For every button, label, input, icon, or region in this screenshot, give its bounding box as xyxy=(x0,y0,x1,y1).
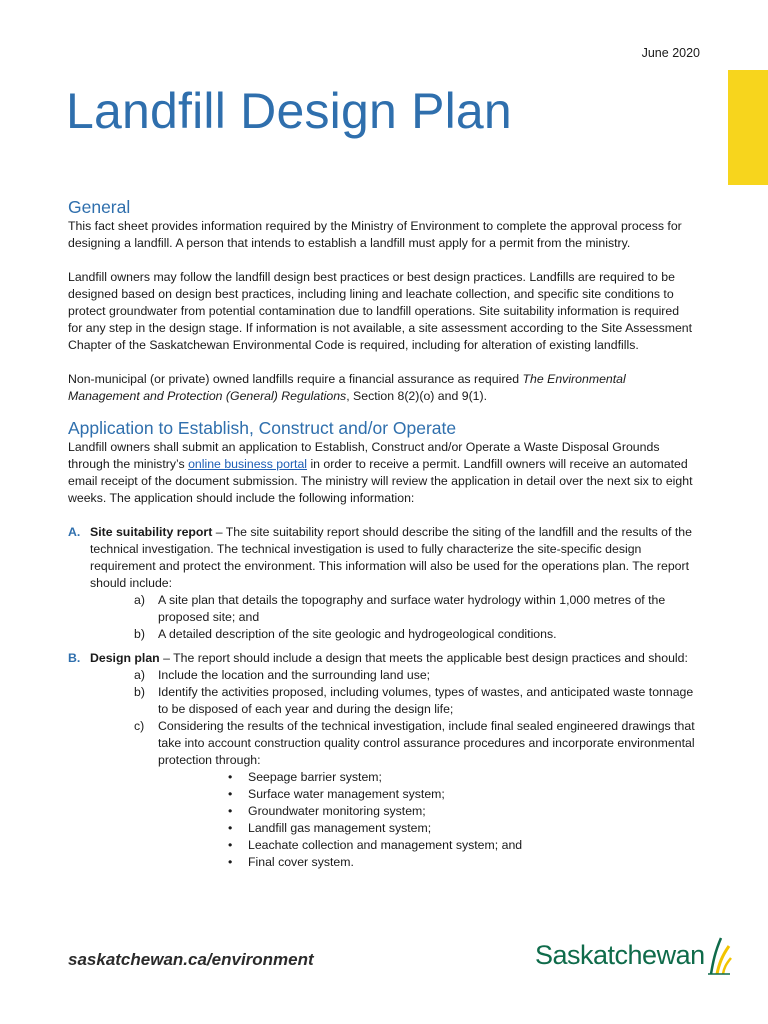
application-p1-start: Landfill owners shall submit an application to Establish, Construct and/or Operate a Waste Disposal Grounds through the ministry’s xyxy=(68,440,660,471)
sub-marker: b) xyxy=(134,627,145,641)
sub-list xyxy=(90,592,696,643)
sub-list-item xyxy=(68,718,696,769)
publication-date: June 2020 xyxy=(641,46,700,60)
regulation-title: The Environmental Management and Protection (General) Regulations xyxy=(68,372,626,403)
sub-item-text: Identify the activities proposed, including volumes, types of wastes, and anticipated waste tonnage to be disposed of each year and during the design life; xyxy=(158,685,694,716)
sub-marker: c) xyxy=(134,719,145,733)
application-paragraph xyxy=(68,439,696,507)
page-title: Landfill Design Plan xyxy=(66,83,512,139)
sub-list xyxy=(68,667,696,769)
bullet-text: Seepage barrier system; xyxy=(248,770,382,784)
bullet-icon: • xyxy=(228,770,233,784)
bullet-item xyxy=(68,803,696,820)
protection-systems-list xyxy=(68,769,696,871)
general-p3-start: Non-municipal (or private) owned landfills require a financial assurance as required xyxy=(68,372,523,386)
bullet-item xyxy=(68,820,696,837)
bullet-item xyxy=(68,854,696,871)
bullet-item xyxy=(68,769,696,786)
sub-item-text: Include the location and the surrounding land use; xyxy=(158,668,431,682)
general-p3-end: , Section 8(2)(o) and 9(1). xyxy=(346,389,488,403)
bullet-text: Landfill gas management system; xyxy=(248,821,432,835)
saskatchewan-logo xyxy=(535,934,735,978)
section-heading-general: General xyxy=(68,197,131,217)
requirement-item-b xyxy=(68,650,696,871)
general-paragraph-1: This fact sheet provides information required by the Ministry of Environment to complete the approval process for designing a landfill. A person that intends to establish a landfill must apply for a permit from the ministry. xyxy=(68,219,682,250)
sub-item-text: Considering the results of the technical investigation, include final sealed engineered drawings that take into account construction quality control assurance procedures and incorporate environmental protection through: xyxy=(158,719,695,767)
online-business-portal-link[interactable]: online business portal xyxy=(188,457,308,471)
sub-list-item xyxy=(68,684,696,718)
requirement-item-a xyxy=(68,524,696,643)
application-p1-end: in order to receive a permit. Landfill owners will receive an automated email receipt of the document submission. The ministry will review the application in detail over the next six to eight weeks. The application should include the following information: xyxy=(68,457,693,505)
bullet-icon: • xyxy=(228,821,233,835)
sub-list-item xyxy=(68,667,696,684)
bullet-text: Surface water management system; xyxy=(248,787,445,801)
sub-marker: b) xyxy=(134,685,145,699)
bullet-icon: • xyxy=(228,787,233,801)
bullet-text: Leachate collection and management system; and xyxy=(248,838,523,852)
requirement-label: Design plan xyxy=(90,651,160,665)
sub-list-item xyxy=(90,626,696,643)
yellow-tab-decoration xyxy=(728,70,768,185)
bullet-icon: • xyxy=(228,855,233,869)
requirement-text: – The report should include a design that meets the applicable best design practices and should: xyxy=(159,651,688,665)
sub-marker: a) xyxy=(134,593,145,607)
bullet-icon: • xyxy=(228,804,233,818)
requirement-text: – The site suitability report should describe the siting of the landfill and the results of the technical investigation. The technical investigation is used to fully characterize the site-specific design requirement and protect the environment. This information will also be used for the operations plan. The report should include: xyxy=(90,525,692,590)
list-marker: A. xyxy=(68,525,81,539)
bullet-icon: • xyxy=(228,838,233,852)
sub-list-item xyxy=(90,592,696,626)
general-paragraph-2: Landfill owners may follow the landfill design best practices or best design practices. Landfills are required to be designed based on design best practices, including lining and leachate collection, and specific site conditions to protect groundwater from potential contamination due to landfill operations. Site suitability information is required for any step in the design stage. If information is not available, a site assessment according to the Site Assessment Chapter of the Saskatchewan Environmental Code is required, including for alteration of existing landfills. xyxy=(68,270,693,352)
application-requirements-list xyxy=(68,524,696,871)
footer-website-link[interactable]: saskatchewan.ca/environment xyxy=(68,950,314,969)
sub-marker: a) xyxy=(134,668,145,682)
logo-wordmark: Saskatchewan xyxy=(535,940,705,970)
bullet-item xyxy=(68,786,696,803)
main-content xyxy=(68,196,696,871)
list-marker: B. xyxy=(68,651,81,665)
general-paragraph-3 xyxy=(68,371,696,405)
section-heading-application: Application to Establish, Construct and/or Operate xyxy=(68,418,457,438)
bullet-item xyxy=(68,837,696,854)
sub-item-text: A site plan that details the topography and surface water hydrology within 1,000 metres of the proposed site; and xyxy=(158,593,666,624)
wheat-icon xyxy=(705,934,733,978)
bullet-text: Groundwater monitoring system; xyxy=(248,804,426,818)
requirement-label: Site suitability report xyxy=(90,525,213,539)
bullet-text: Final cover system. xyxy=(248,855,354,869)
sub-item-text: A detailed description of the site geologic and hydrogeological conditions. xyxy=(158,627,557,641)
